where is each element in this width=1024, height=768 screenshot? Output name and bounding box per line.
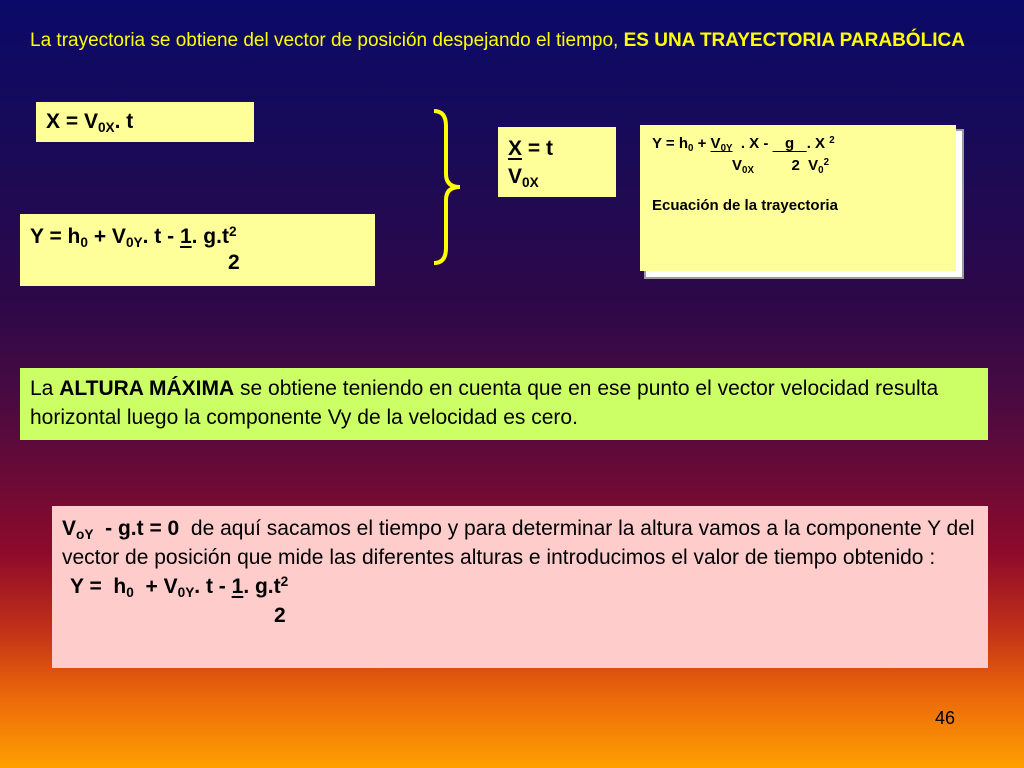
intro-plain: La trayectoria se obtiene del vector de posición despejando el tiempo, (30, 30, 624, 51)
pink-paragraph (62, 514, 978, 572)
pink-sub-oy: oY (76, 527, 94, 543)
pink-f-sub0: 0 (126, 585, 134, 601)
page-number: 46 (935, 708, 956, 728)
xv-sub: 0X (522, 175, 539, 191)
eq-part-a: Y = h (652, 135, 688, 152)
xv-numerator: X (508, 137, 523, 160)
pink-v: V (62, 517, 77, 540)
eq-line-1 (652, 133, 956, 155)
y-sub-0: 0 (80, 235, 88, 251)
y-part-a: Y = h (30, 225, 81, 248)
eq-den-sub: 0X (742, 164, 754, 176)
eq-den-v: V (732, 157, 743, 174)
xv-denominator: V (508, 165, 523, 188)
pink-f-sub0y: 0Y (177, 585, 195, 601)
pink-f-a: Y = h (70, 575, 127, 598)
x-sub: 0X (97, 120, 115, 136)
pink-text: de aquí sacamos el tiempo y para determinar la altura vamos a la componente Y del vector de posición que mide las diferentes alturas e introducimos el valor de tiempo obtenido : (62, 517, 975, 569)
eq-caption: Ecuación de la trayectoria (652, 197, 838, 214)
pink-eq: - g.t = 0 (93, 517, 186, 540)
eq-part-b: + (693, 135, 711, 152)
pink-f-d: . g.t (243, 575, 281, 598)
pink-f-denominator: 2 (274, 604, 286, 627)
pink-f-numerator: 1 (231, 575, 244, 598)
eq-part-d: . X (806, 135, 830, 152)
x-lhs: X = V (46, 110, 98, 133)
eq-g: g (772, 135, 807, 152)
y-numerator: 1 (179, 225, 192, 248)
trajectory-equation-box (640, 125, 956, 271)
eq-den-mid: 2 V (753, 157, 819, 174)
curly-brace-icon (430, 108, 464, 266)
y-part-d: . g.t (191, 225, 229, 248)
eq-v0y (711, 135, 733, 152)
equation-box-x-over-v (498, 127, 616, 197)
pink-formula-line (62, 572, 978, 601)
max-height-derivation-box (52, 506, 988, 668)
eq-v: V (710, 135, 721, 152)
xv-line-1 (508, 135, 616, 163)
y-sub-0y: 0Y (125, 235, 143, 251)
y-part-c: . t - (142, 225, 180, 248)
eq-sup: 2 (829, 135, 835, 147)
max-height-box (20, 368, 988, 440)
altura-bold: ALTURA MÁXIMA (59, 377, 235, 400)
eq-sub-0y: 0Y (720, 142, 733, 154)
y-sup: 2 (228, 224, 237, 240)
intro-bold: ES UNA TRAYECTORIA PARABÓLICA (623, 30, 965, 51)
eq-sub-0: 0 (688, 142, 694, 154)
eq-den-sup: 2 (823, 157, 830, 169)
xv-mid: = t (522, 137, 553, 160)
y-line-1 (30, 224, 375, 250)
eq-line-2 (652, 155, 956, 177)
y-denominator: 2 (228, 251, 240, 274)
y-part-b: + V (87, 225, 126, 248)
x-rhs: . t (114, 110, 134, 133)
pink-f-c: . t - (194, 575, 232, 598)
equation-box-x (36, 102, 254, 142)
intro-text (30, 28, 1000, 53)
equation-box-y (20, 214, 375, 286)
xv-line-2 (508, 163, 616, 191)
eq-part-c: . X - (732, 135, 773, 152)
eq-den-sub0: 0 (818, 164, 824, 176)
pink-f-sup: 2 (280, 574, 289, 590)
pink-f-b: + V (133, 575, 178, 598)
altura-pre: La (30, 377, 60, 400)
altura-post: se obtiene teniendo en cuenta que en ese punto el vector velocidad resulta horizontal luego la componente Vy de la velocidad es cero. (30, 377, 939, 429)
